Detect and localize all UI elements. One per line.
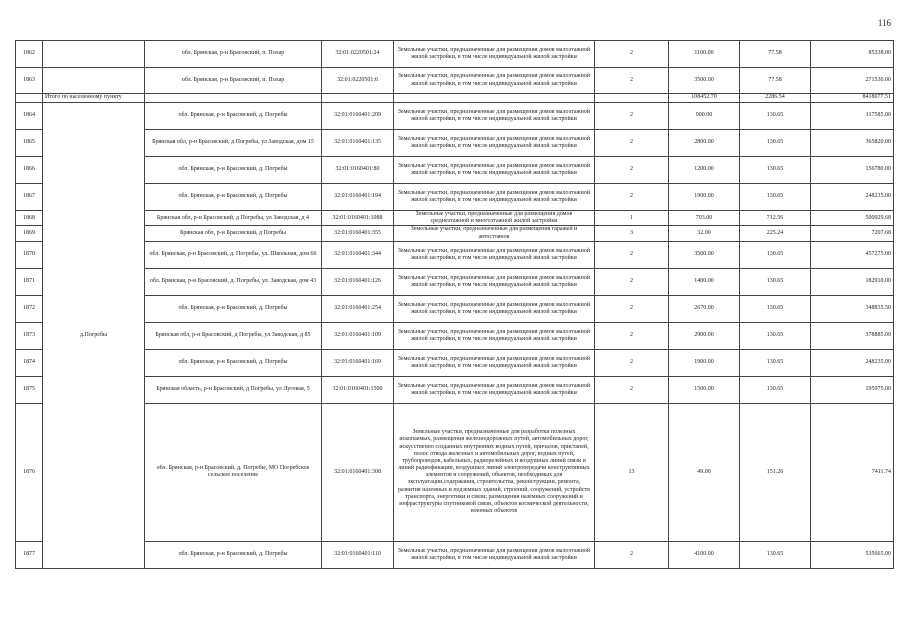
cadastral-cost: 156780.00 <box>811 157 894 184</box>
area-value: 2900.00 <box>669 322 740 349</box>
group-number: 2 <box>595 103 669 130</box>
rate-value: 130.65 <box>740 376 811 403</box>
cadastral-number: 32:01:0160401:110 <box>322 541 394 568</box>
table-row <box>16 157 894 184</box>
address-cell: обл. Брянская, р-н Брасовский, п. Полар <box>145 41 322 68</box>
rate-value: 130.65 <box>740 295 811 322</box>
row-number: 1872 <box>16 295 43 322</box>
area-value: 32.00 <box>669 226 740 241</box>
row-number: 1870 <box>16 241 43 268</box>
cadastral-cost: 7207.68 <box>811 226 894 241</box>
group-number: 2 <box>595 376 669 403</box>
row-number: 1863 <box>16 68 43 94</box>
group-number: 2 <box>595 157 669 184</box>
address-cell: обл. Брянская, р-н Брасовский, д. Погребы <box>145 295 322 322</box>
group-number: 2 <box>595 241 669 268</box>
area-value: 1200.00 <box>669 157 740 184</box>
row-number: 1865 <box>16 130 43 157</box>
subtotal-blank <box>16 94 43 103</box>
area-value: 2670.00 <box>669 295 740 322</box>
land-use-description: Земельные участки, предназначенные для размещения гаражей и автостоянок <box>394 226 595 241</box>
cadastral-cost: 182910.00 <box>811 268 894 295</box>
address-cell: Брянская область, р-н Брасовский, д Погребы, ул Луговая, 5 <box>145 376 322 403</box>
table-row <box>16 268 894 295</box>
land-use-description: Земельные участки, предназначенные для размещения домов малоэтажной жилой застройки, в том числе индивидуальной жилой застройки <box>394 103 595 130</box>
cadastral-cost: 348835.50 <box>811 295 894 322</box>
rate-value: 225.24 <box>740 226 811 241</box>
table-row <box>16 349 894 376</box>
table-row <box>16 130 894 157</box>
area-value: 900.00 <box>669 103 740 130</box>
address-cell: Брянская обл, р-н Брасовский, д Погребы <box>145 226 322 241</box>
table-row <box>16 403 894 541</box>
area-value: 2800.00 <box>669 130 740 157</box>
land-use-description: Земельные участки, предназначенные для размещения домов малоэтажной жилой застройки, в том числе индивидуальной жилой застройки <box>394 41 595 68</box>
area-value: 1400.00 <box>669 268 740 295</box>
group-number: 2 <box>595 349 669 376</box>
row-number: 1877 <box>16 541 43 568</box>
area-value: 49.00 <box>669 403 740 541</box>
cadastral-number: 32:01:0160401:194 <box>322 184 394 211</box>
locality-cell <box>43 68 145 94</box>
cadastral-number: 32:01:0160401:135 <box>322 130 394 157</box>
rate-value: 130.65 <box>740 349 811 376</box>
table-row <box>16 226 894 241</box>
table-body <box>16 41 894 569</box>
land-use-description: Земельные участки, предназначенные для размещения домов малоэтажной жилой застройки, в том числе индивидуальной жилой застройки <box>394 322 595 349</box>
address-cell: обл. Брянская, р-н Брасовский, д. Погребы <box>145 157 322 184</box>
row-number: 1869 <box>16 226 43 241</box>
address-cell: Брянская обл, р-н Брасовский, д Погребы, ул Заводская, д 4 <box>145 211 322 226</box>
group-number: 13 <box>595 403 669 541</box>
group-number: 3 <box>595 226 669 241</box>
cadastral-cost: 7411.74 <box>811 403 894 541</box>
row-number: 1876 <box>16 403 43 541</box>
land-use-description: Земельные участки, предназначенные для разработки полезных ископаемых, размещения железнодорожных путей, автомобильных дорог, искусственно созданных внутренних водных путей, причалов, пристаней, полос отвода железных и автомобильных дорог, водных путей, трубопроводов, кабельных, радиорелейных и воздушных линий связи и линий радиофикации, воздушных линий электропередачи конструктивных элементов и сооружений, объектов, необходимых для эксплуатации,содержания, строительства, реконструкции, ремонта, развития наземных и подземных зданий, строений, сооружений, устройств транспорта, энергетики и связи; размещения наземных сооружений и инфраструктуры спутниковой связи, объектов космической деятельности, военных объектов <box>394 403 595 541</box>
cadastral-cost: 535665.00 <box>811 541 894 568</box>
rate-value: 130.65 <box>740 130 811 157</box>
area-value: 4100.00 <box>669 541 740 568</box>
row-number: 1864 <box>16 103 43 130</box>
table-row <box>16 103 894 130</box>
cadastral-number: 32:01:0160401:1088 <box>322 211 394 226</box>
table-row <box>16 211 894 226</box>
land-use-description: Земельные участки, предназначенные для размещения домов малоэтажной жилой застройки, в том числе индивидуальной жилой застройки <box>394 241 595 268</box>
address-cell: обл. Брянская, р-н Брасовский, п. Полар <box>145 68 322 94</box>
rate-value: 130.65 <box>740 541 811 568</box>
subtotal-label: Итого по населенному пункту <box>43 94 145 103</box>
area-value: 703.00 <box>669 211 740 226</box>
cadastral-cost: 271530.00 <box>811 68 894 94</box>
address-cell: Брянская обл, р-н Брасовский, д Погребы, ул Заводская, дом 15 <box>145 130 322 157</box>
land-use-description: Земельные участки, предназначенные для размещения домов малоэтажной жилой застройки, в том числе индивидуальной жилой застройки <box>394 295 595 322</box>
cadastral-number: 32:01:0160401:254 <box>322 295 394 322</box>
subtotal-rate: 2286.54 <box>740 94 811 103</box>
table-row <box>16 184 894 211</box>
group-number: 2 <box>595 184 669 211</box>
row-number: 1875 <box>16 376 43 403</box>
address-cell: обл. Брянская, р-н Брасовский, д. Погребы, МО Погребское сельское поселение <box>145 403 322 541</box>
cadastral-cost: 457275.00 <box>811 241 894 268</box>
rate-value: 77.58 <box>740 68 811 94</box>
row-number: 1874 <box>16 349 43 376</box>
cadastral-cost: 500929.68 <box>811 211 894 226</box>
land-use-description: Земельные участки, предназначенные для размещения домов малоэтажной жилой застройки, в том числе индивидуальной жилой застройки <box>394 376 595 403</box>
address-cell: обл. Брянская, р-н Брасовский, д. Погребы <box>145 103 322 130</box>
table-row <box>16 322 894 349</box>
land-use-description: Земельные участки, предназначенные для размещения домов среднеэтажной и многоэтажной жилой застройки <box>394 211 595 226</box>
group-number: 2 <box>595 41 669 68</box>
land-use-description: Земельные участки, предназначенные для размещения домов малоэтажной жилой застройки, в том числе индивидуальной жилой застройки <box>394 541 595 568</box>
rate-value: 77.58 <box>740 41 811 68</box>
land-use-description: Земельные участки, предназначенные для размещения домов малоэтажной жилой застройки, в том числе индивидуальной жилой застройки <box>394 68 595 94</box>
locality-cell <box>43 41 145 68</box>
row-number: 1871 <box>16 268 43 295</box>
cadastral-number: 32:01:0220501:6 <box>322 68 394 94</box>
row-number: 1868 <box>16 211 43 226</box>
rate-value: 130.65 <box>740 268 811 295</box>
area-value: 3500.00 <box>669 241 740 268</box>
cadastral-number: 32:01:0160401:109 <box>322 322 394 349</box>
locality-name: д.Погребы <box>43 103 145 569</box>
area-value: 1500.00 <box>669 376 740 403</box>
group-number: 2 <box>595 541 669 568</box>
land-use-description: Земельные участки, предназначенные для размещения домов малоэтажной жилой застройки, в том числе индивидуальной жилой застройки <box>394 268 595 295</box>
area-value: 1100.00 <box>669 41 740 68</box>
cadastral-cost: 248235.00 <box>811 349 894 376</box>
area-value: 1900.00 <box>669 349 740 376</box>
area-value: 1900.00 <box>669 184 740 211</box>
subtotal-cost: 8418077.51 <box>811 94 894 103</box>
cadastral-cost: 248235.00 <box>811 184 894 211</box>
land-use-description: Земельные участки, предназначенные для размещения домов малоэтажной жилой застройки, в том числе индивидуальной жилой застройки <box>394 184 595 211</box>
cadastral-number: 32:01:0160401:1500 <box>322 376 394 403</box>
land-registry-table <box>15 40 894 569</box>
address-cell: обл. Брянская, р-н Брасовский, д. Погребы <box>145 349 322 376</box>
cadastral-cost: 365820.00 <box>811 130 894 157</box>
subtotal-blank <box>394 94 595 103</box>
cadastral-number: 32:01:0160401:80 <box>322 157 394 184</box>
group-number: 2 <box>595 268 669 295</box>
rate-value: 712.56 <box>740 211 811 226</box>
land-use-description: Земельные участки, предназначенные для размещения домов малоэтажной жилой застройки, в том числе индивидуальной жилой застройки <box>394 349 595 376</box>
table-row <box>16 376 894 403</box>
cadastral-cost: 117585.00 <box>811 103 894 130</box>
cadastral-number: 32:01:0160401:169 <box>322 349 394 376</box>
subtotal-blank <box>145 94 322 103</box>
row-number: 1873 <box>16 322 43 349</box>
group-number: 2 <box>595 130 669 157</box>
land-use-description: Земельные участки, предназначенные для размещения домов малоэтажной жилой застройки, в том числе индивидуальной жилой застройки <box>394 130 595 157</box>
page-number: 116 <box>877 18 891 28</box>
row-number: 1867 <box>16 184 43 211</box>
cadastral-number: 32:01:0160401:209 <box>322 103 394 130</box>
subtotal-blank <box>595 94 669 103</box>
table-row <box>16 241 894 268</box>
rate-value: 130.65 <box>740 103 811 130</box>
area-value: 3500.00 <box>669 68 740 94</box>
rate-value: 130.65 <box>740 157 811 184</box>
subtotal-blank <box>322 94 394 103</box>
cadastral-cost: 85338.00 <box>811 41 894 68</box>
rate-value: 130.65 <box>740 322 811 349</box>
address-cell: Брянская обл, р-н Брасовский, д Погребы, ул Заводская, д 85 <box>145 322 322 349</box>
table-row <box>16 295 894 322</box>
group-number: 2 <box>595 68 669 94</box>
group-number: 1 <box>595 211 669 226</box>
subtotal-row <box>16 94 894 103</box>
table-row <box>16 541 894 568</box>
rate-value: 130.65 <box>740 184 811 211</box>
address-cell: обл. Брянская, р-н Брасовский, д. Погребы <box>145 541 322 568</box>
land-use-description: Земельные участки, предназначенные для размещения домов малоэтажной жилой застройки, в том числе индивидуальной жилой застройки <box>394 157 595 184</box>
cadastral-number: 32:01:0160401:308 <box>322 403 394 541</box>
cadastral-cost: 195975.00 <box>811 376 894 403</box>
cadastral-number: 32:01:0160401:126 <box>322 268 394 295</box>
cadastral-number: 32:01:0160401:344 <box>322 241 394 268</box>
group-number: 2 <box>595 295 669 322</box>
group-number: 2 <box>595 322 669 349</box>
row-number: 1866 <box>16 157 43 184</box>
rate-value: 151.26 <box>740 403 811 541</box>
row-number: 1862 <box>16 41 43 68</box>
rate-value: 130.65 <box>740 241 811 268</box>
subtotal-area: 108452.70 <box>669 94 740 103</box>
table-row <box>16 68 894 94</box>
cadastral-number: 32:01:0160401:355 <box>322 226 394 241</box>
cadastral-number: 32:01:0220501:24 <box>322 41 394 68</box>
address-cell: обл. Брянская, р-н Брасовский, д. Погребы, ул. Школьная, дом 66 <box>145 241 322 268</box>
cadastral-cost: 378885.00 <box>811 322 894 349</box>
table-row <box>16 41 894 68</box>
address-cell: обл. Брянская, р-н Брасовский, д. Погребы <box>145 184 322 211</box>
address-cell: обл. Брянская, р-н Брасовский, д. Погребы, ул. Заводская, дом 43 <box>145 268 322 295</box>
